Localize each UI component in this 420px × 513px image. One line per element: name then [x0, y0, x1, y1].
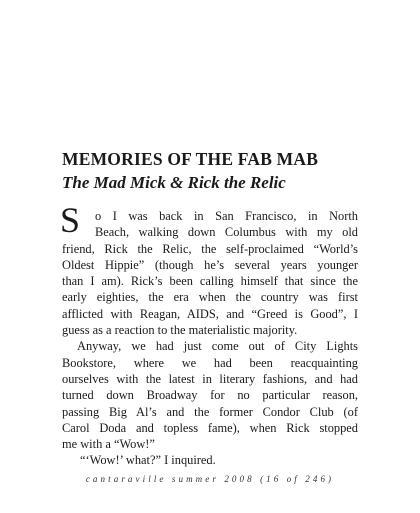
body-line: guess as a reaction to the materialistic majority.: [62, 323, 298, 338]
body-line: o I was back in San Francisco, in North: [95, 209, 358, 223]
body-line: Bookstore, where we had been reacquainting: [62, 355, 358, 370]
drop-cap: S: [60, 200, 81, 240]
body-line: afflicted with Reagan, AIDS, and “Greed is Good”, I: [62, 306, 358, 321]
body-line: me with a “Wow!”: [62, 437, 155, 452]
body-line: Carol Doda and topless fame), when Rick stopped: [62, 420, 358, 435]
page-footer: cantaraville summer 2008 (16 of 246): [85, 474, 335, 484]
body-line: than I am). Rick’s been calling himself that since the: [62, 274, 358, 289]
body-line: Oldest Hippie” (though he’s several years younger: [62, 257, 358, 272]
body-line: passing Big Al’s and the former Condor Club (of: [62, 404, 358, 419]
body-line: ourselves with the latest in literary fashions, and had: [62, 371, 358, 386]
article-body: [60, 200, 358, 469]
body-line: friend, Rick the Relic, the self-proclaimed “World’s: [62, 241, 358, 256]
body-line: early eighties, the era when the country was first: [62, 290, 358, 305]
body-line: “‘Wow!’ what?” I inquired.: [80, 453, 216, 468]
article-subtitle: The Mad Mick & Rick the Relic: [62, 173, 286, 192]
article-title: MEMORIES OF THE FAB MAB: [62, 149, 319, 169]
body-line: turned down Broadway for no particular reason,: [62, 388, 358, 403]
body-line: Beach, walking down Columbus with my old: [95, 225, 358, 240]
body-line: Anyway, we had just come out of City Lights: [77, 339, 358, 354]
